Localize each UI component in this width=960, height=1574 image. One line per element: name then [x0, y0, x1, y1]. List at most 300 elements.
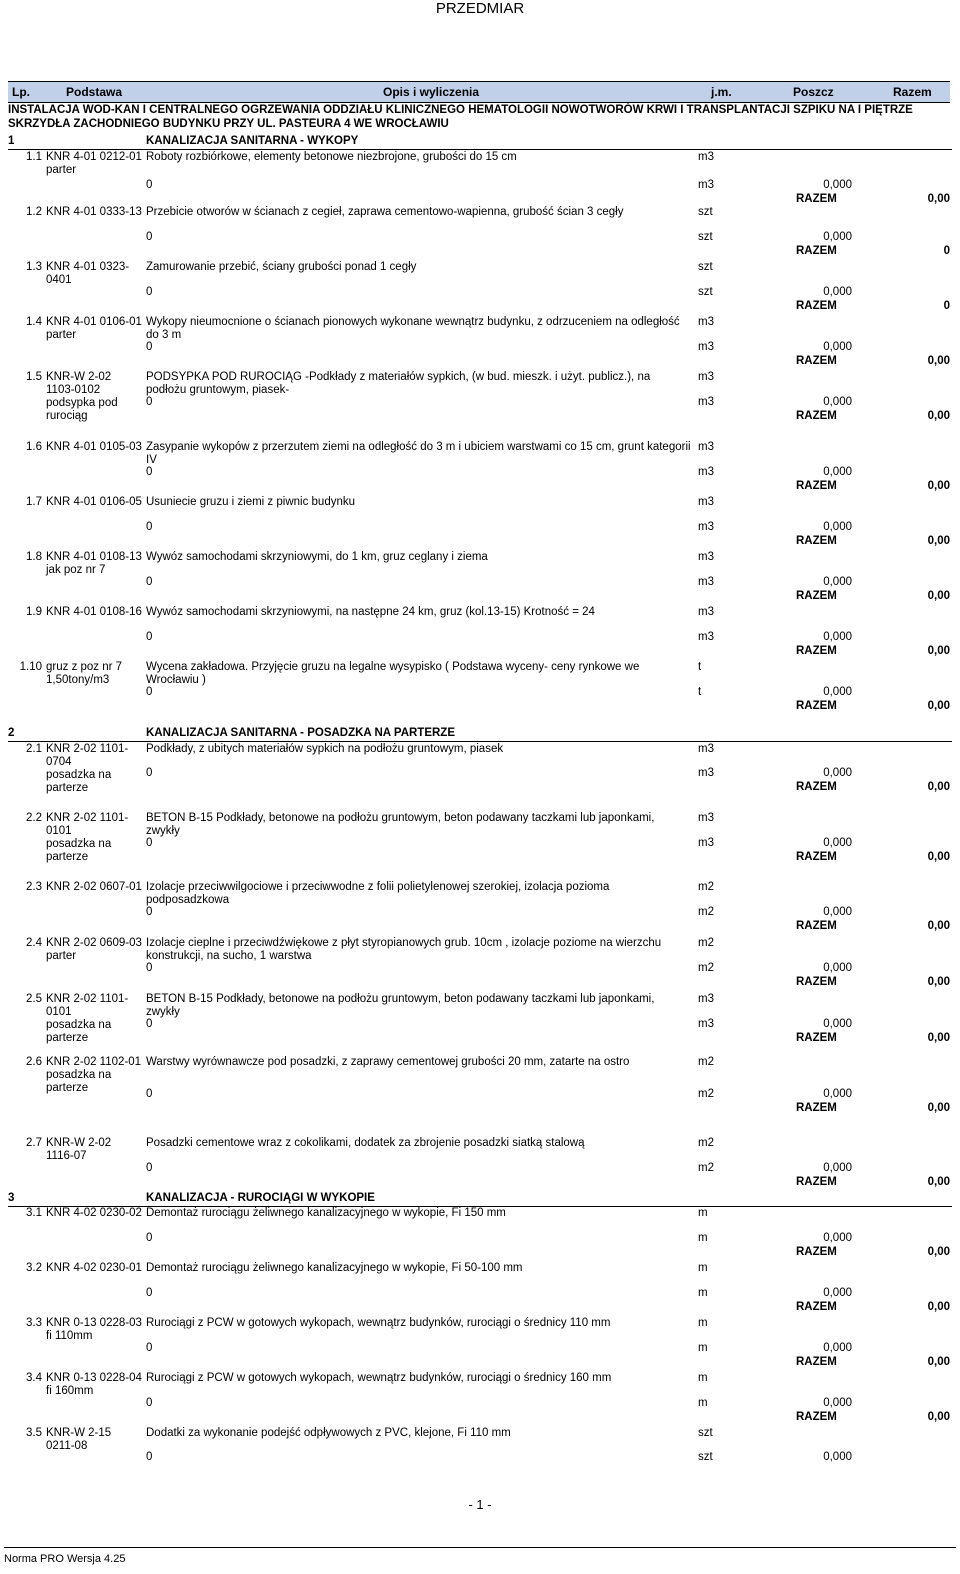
razem-value: 0,00 [927, 920, 950, 932]
item-quantity-line [146, 906, 952, 919]
item-number: 1.7 [26, 496, 42, 508]
item-quantity-value: 0,000 [823, 767, 852, 779]
item-number: 1.9 [26, 606, 42, 618]
item-quantity-expression: 0 [146, 962, 153, 974]
item-basis [46, 316, 142, 342]
item-basis [46, 551, 142, 577]
item-quantity-expression: 0 [146, 1451, 153, 1463]
item-basis-note: fi 110mm [46, 1330, 93, 1342]
razem-value: 0,00 [927, 535, 950, 547]
item-unit: szt [698, 1427, 713, 1439]
section-row [8, 134, 952, 149]
item-basis [46, 993, 142, 1045]
table-row [8, 604, 952, 659]
item-razem [778, 535, 952, 548]
item-quantity-expression: 0 [146, 1342, 153, 1354]
header-jm: j.m. [711, 85, 732, 99]
item-description: Demontaż rurociągu żeliwnego kanalizacyjnego w wykopie, Fi 50-100 mm [146, 1262, 523, 1274]
item-quantity-line [146, 1018, 952, 1031]
item-basis [46, 1137, 142, 1163]
item-quantity-line [146, 576, 952, 589]
item-quantity-line [146, 179, 952, 192]
footer-text: Norma PRO Wersja 4.25 [4, 1553, 126, 1565]
item-quantity-line [146, 466, 952, 479]
item-quantity-unit: m2 [698, 906, 714, 918]
item-description: Roboty rozbiórkowe, elementy betonowe niezbrojone, grubości do 15 cm [146, 151, 517, 163]
item-basis [46, 937, 142, 963]
item-unit: m2 [698, 881, 714, 893]
item-number: 3.2 [26, 1262, 42, 1274]
section-row [8, 1191, 952, 1206]
item-unit: t [698, 661, 702, 673]
item-number: 1.1 [26, 151, 42, 163]
item-quantity-unit: szt [698, 286, 713, 298]
table-row [8, 1054, 952, 1135]
item-basis-code: KNR-W 2-02 1116-07 [46, 1137, 112, 1162]
item-description: Zamurowanie przebić, ściany grubości ponad 1 cegły [146, 261, 417, 273]
item-quantity-line [146, 521, 952, 534]
item-number: 2.4 [26, 937, 42, 949]
razem-label: RAZEM [796, 1246, 837, 1258]
item-razem [778, 1301, 952, 1314]
item-basis-code: KNR 4-01 0106-01 [46, 316, 142, 328]
item-razem [778, 300, 952, 313]
razem-label: RAZEM [796, 1301, 837, 1313]
item-basis-code: KNR 2-02 1101-0101 [46, 993, 129, 1018]
razem-value: 0,00 [927, 1032, 950, 1044]
item-unit: m3 [698, 551, 714, 563]
item-basis [46, 151, 142, 177]
razem-label: RAZEM [796, 535, 837, 547]
item-number: 1.2 [26, 206, 42, 218]
item-quantity-expression: 0 [146, 767, 153, 779]
item-unit: m3 [698, 812, 714, 824]
table-header [8, 81, 950, 103]
item-basis-note: posadzka na parterze [46, 769, 112, 794]
item-quantity-expression: 0 [146, 631, 153, 643]
item-unit: m [698, 1317, 708, 1329]
item-quantity-line [146, 1232, 952, 1245]
table-row [8, 259, 952, 314]
item-basis [46, 606, 142, 619]
document-title: PRZEDMIAR [435, 0, 525, 17]
item-quantity-value: 0,000 [823, 1342, 852, 1354]
razem-value: 0,00 [927, 700, 950, 712]
item-unit: m3 [698, 371, 714, 383]
item-quantity-line [146, 962, 952, 975]
item-quantity-unit: m3 [698, 521, 714, 533]
item-razem [778, 590, 952, 603]
item-quantity-expression: 0 [146, 396, 153, 408]
header-poszcz: Poszcz [793, 85, 834, 99]
table-row [8, 991, 952, 1054]
item-quantity-unit: m [698, 1342, 708, 1354]
razem-value: 0,00 [927, 1102, 950, 1114]
item-basis-code: KNR 2-02 1101-0704 [46, 743, 129, 768]
item-unit: m [698, 1262, 708, 1274]
item-quantity-unit: m3 [698, 179, 714, 191]
item-description: Rurociągi z PCW w gotowych wykopach, wewnątrz budynków, rurociągi o średnicy 160 mm [146, 1372, 612, 1384]
table-row [8, 1135, 952, 1191]
table-row [8, 1425, 952, 1465]
item-number: 2.3 [26, 881, 42, 893]
razem-value: 0,00 [927, 410, 950, 422]
item-quantity-line [146, 1342, 952, 1355]
item-quantity-unit: m3 [698, 396, 714, 408]
razem-label: RAZEM [796, 245, 837, 257]
item-basis-code: KNR-W 2-02 1103-0102 [46, 371, 112, 396]
item-razem [778, 1032, 952, 1045]
item-quantity-unit: m3 [698, 466, 714, 478]
item-basis [46, 743, 142, 795]
item-razem [778, 355, 952, 368]
item-number: 2.5 [26, 993, 42, 1005]
item-unit: m3 [698, 993, 714, 1005]
table-row [8, 1205, 952, 1260]
item-quantity-value: 0,000 [823, 1088, 852, 1100]
section-title: KANALIZACJA SANITARNA - POSADZKA NA PARTERZE [146, 727, 456, 739]
item-number: 2.2 [26, 812, 42, 824]
item-quantity-value: 0,000 [823, 521, 852, 533]
item-basis-note: posadzka na parterze [46, 838, 112, 863]
table-row [8, 149, 952, 204]
razem-label: RAZEM [796, 410, 837, 422]
razem-label: RAZEM [796, 1032, 837, 1044]
item-basis-note: gruz z poz nr 7 1,50tony/m3 [46, 661, 123, 686]
header-opis: Opis i wyliczenia [383, 85, 480, 99]
razem-value: 0 [943, 245, 950, 257]
razem-label: RAZEM [796, 1102, 837, 1114]
item-description: BETON B-15 Podkłady, betonowe na podłożu gruntowym, beton podawany taczkami lub japonkami, zwykły [146, 993, 655, 1018]
item-unit: m2 [698, 937, 714, 949]
item-description: Wykopy nieumocnione o ścianach pionowych wykonane wewnątrz budynku, z odrzuceniem na odległość do 3 m [146, 316, 680, 341]
item-number: 3.5 [26, 1427, 42, 1439]
item-quantity-expression: 0 [146, 1232, 153, 1244]
item-basis [46, 661, 142, 687]
item-quantity-value: 0,000 [823, 231, 852, 243]
item-quantity-line [146, 1451, 952, 1464]
item-quantity-unit: m [698, 1287, 708, 1299]
razem-label: RAZEM [796, 193, 837, 205]
item-basis-code: KNR 4-01 0108-13 [46, 551, 142, 563]
item-unit: m3 [698, 151, 714, 163]
item-quantity-value: 0,000 [823, 396, 852, 408]
item-unit: szt [698, 261, 713, 273]
item-unit: m [698, 1372, 708, 1384]
table-row [8, 879, 952, 935]
item-quantity-line [146, 231, 952, 244]
razem-value: 0 [943, 300, 950, 312]
item-unit: m3 [698, 316, 714, 328]
razem-label: RAZEM [796, 851, 837, 863]
item-quantity-expression: 0 [146, 231, 153, 243]
item-basis-note: fi 160mm [46, 1385, 94, 1397]
item-quantity-value: 0,000 [823, 837, 852, 849]
item-basis [46, 1317, 142, 1343]
item-quantity-value: 0,000 [823, 576, 852, 588]
razem-label: RAZEM [796, 920, 837, 932]
item-number: 3.3 [26, 1317, 42, 1329]
razem-value: 0,00 [927, 1246, 950, 1258]
item-number: 2.1 [26, 743, 42, 755]
razem-value: 0,00 [927, 851, 950, 863]
item-basis-code: KNR 4-01 0105-03 [46, 441, 142, 453]
item-quantity-expression: 0 [146, 837, 153, 849]
item-quantity-unit: m2 [698, 1162, 714, 1174]
razem-label: RAZEM [796, 645, 837, 657]
item-basis [46, 371, 142, 423]
item-quantity-expression: 0 [146, 1088, 153, 1100]
razem-value: 0,00 [927, 1411, 950, 1423]
item-number: 1.10 [19, 661, 42, 673]
razem-label: RAZEM [796, 355, 837, 367]
table-row [8, 204, 952, 259]
table-row [8, 935, 952, 991]
item-quantity-unit: m [698, 1397, 708, 1409]
item-basis-note: jak poz nr 7 [46, 564, 106, 576]
item-number: 2.7 [26, 1137, 42, 1149]
item-quantity-unit: m3 [698, 767, 714, 779]
item-basis [46, 1427, 142, 1453]
item-description: Izolacje cieplne i przeciwdźwiękowe z płyt styropianowych grub. 10cm , izolacje poziome na wierzchu konstrukcji, na sucho, 1 warstwa [146, 937, 662, 962]
item-number: 3.1 [26, 1207, 42, 1219]
item-quantity-unit: m3 [698, 1018, 714, 1030]
item-quantity-unit: szt [698, 1451, 713, 1463]
item-quantity-unit: m2 [698, 1088, 714, 1100]
item-razem [778, 480, 952, 493]
item-basis-code: KNR 4-01 0108-16 [46, 606, 142, 618]
item-basis-code: KNR 0-13 0228-04 [46, 1372, 142, 1384]
item-basis-code: KNR 2-02 0607-01 [46, 881, 142, 893]
item-razem [778, 1246, 952, 1259]
item-basis-code: KNR 4-01 0212-01 [46, 151, 142, 163]
item-description: Zasypanie wykopów z przerzutem ziemi na odległość do 3 m i ubiciem warstwami co 15 cm, grunt kategorii IV [146, 441, 691, 466]
item-razem [778, 410, 952, 423]
item-quantity-line [146, 1088, 952, 1101]
item-quantity-line [146, 1162, 952, 1175]
razem-label: RAZEM [796, 300, 837, 312]
section-title: KANALIZACJA SANITARNA - WYKOPY [146, 135, 359, 147]
item-basis-note: parter [46, 164, 77, 176]
item-quantity-value: 0,000 [823, 1232, 852, 1244]
item-basis-note: posadzka na parterze [46, 1069, 112, 1094]
item-quantity-expression: 0 [146, 466, 153, 478]
item-quantity-line [146, 1397, 952, 1410]
item-basis [46, 206, 142, 219]
item-quantity-expression: 0 [146, 1162, 153, 1174]
table-row [8, 439, 952, 494]
item-number: 3.4 [26, 1372, 42, 1384]
item-basis-code: KNR 4-02 0230-01 [46, 1262, 142, 1274]
item-quantity-value: 0,000 [823, 341, 852, 353]
item-quantity-line [146, 767, 952, 780]
item-description: Dodatki za wykonanie podejść odpływowych z PVC, klejone, Fi 110 mm [146, 1427, 511, 1439]
item-description: BETON B-15 Podkłady, betonowe na podłożu gruntowym, beton podawany taczkami lub japonkami, zwykły [146, 812, 655, 837]
item-basis [46, 1056, 142, 1095]
header-razem: Razem [893, 85, 932, 99]
item-quantity-value: 0,000 [823, 1018, 852, 1030]
item-description: Izolacje przeciwwilgociowe i przeciwwodne z folii polietylenowej szerokiej, izolacja pozioma podposadzkowa [146, 881, 610, 906]
item-description: Podkłady, z ubitych materiałów sypkich na podłożu gruntowym, piasek [146, 743, 504, 755]
item-unit: m3 [698, 743, 714, 755]
item-quantity-expression: 0 [146, 906, 153, 918]
item-basis [46, 1262, 142, 1275]
item-quantity-value: 0,000 [823, 286, 852, 298]
item-quantity-expression: 0 [146, 686, 153, 698]
item-basis [46, 812, 142, 864]
table-row [8, 494, 952, 549]
item-description: Warstwy wyrównawcze pod posadzki, z zaprawy cementowej grubości 20 mm, zatarte na ostro [146, 1056, 630, 1068]
item-quantity-line [146, 286, 952, 299]
item-quantity-value: 0,000 [823, 686, 852, 698]
table-row [8, 659, 952, 726]
item-quantity-value: 0,000 [823, 466, 852, 478]
item-quantity-expression: 0 [146, 179, 153, 191]
item-basis-code: KNR-W 2-15 0211-08 [46, 1427, 112, 1452]
item-description: Posadzki cementowe wraz z cokolikami, dodatek za zbrojenie posadzki siatką stalową [146, 1137, 585, 1149]
table-row [8, 810, 952, 879]
item-quantity-value: 0,000 [823, 179, 852, 191]
item-unit: m3 [698, 606, 714, 618]
item-unit: szt [698, 206, 713, 218]
razem-label: RAZEM [796, 1411, 837, 1423]
item-basis-code: KNR 2-02 1101-0101 [46, 812, 129, 837]
item-razem [778, 920, 952, 933]
table-row [8, 549, 952, 604]
razem-value: 0,00 [927, 781, 950, 793]
item-unit: m2 [698, 1056, 714, 1068]
item-description: Usuniecie gruzu i ziemi z piwnic budynku [146, 496, 356, 508]
item-basis-code: KNR 4-01 0333-13 [46, 206, 142, 218]
item-basis-code: KNR 4-02 0230-02 [46, 1207, 142, 1219]
item-unit: m [698, 1207, 708, 1219]
table-row [8, 1260, 952, 1315]
item-quantity-expression: 0 [146, 521, 153, 533]
item-basis [46, 261, 142, 287]
item-quantity-line [146, 631, 952, 644]
table-row [8, 1315, 952, 1370]
item-razem [778, 1102, 952, 1115]
item-unit: m3 [698, 441, 714, 453]
item-razem [778, 781, 952, 794]
razem-value: 0,00 [927, 480, 950, 492]
razem-label: RAZEM [796, 976, 837, 988]
item-basis-code: KNR 0-13 0228-03 [46, 1317, 142, 1329]
item-basis [46, 1207, 142, 1220]
table-row [8, 314, 952, 369]
item-quantity-value: 0,000 [823, 962, 852, 974]
item-number: 1.3 [26, 261, 42, 273]
header-podstawa: Podstawa [66, 85, 123, 99]
razem-value: 0,00 [927, 976, 950, 988]
razem-value: 0,00 [927, 1301, 950, 1313]
item-number: 1.4 [26, 316, 42, 328]
item-razem [778, 700, 952, 713]
item-quantity-unit: m2 [698, 962, 714, 974]
item-unit: m2 [698, 1137, 714, 1149]
item-quantity-value: 0,000 [823, 631, 852, 643]
item-basis-code: KNR 2-02 1102-01 [46, 1056, 142, 1068]
item-description: Wycena zakładowa. Przyjęcie gruzu na legalne wysypisko ( Podstawa wyceny- ceny rynkowe we Wrocławiu ) [146, 661, 640, 686]
item-quantity-unit: m3 [698, 576, 714, 588]
item-quantity-value: 0,000 [823, 1162, 852, 1174]
item-basis-note: posadzka na parterze [46, 1019, 112, 1044]
item-quantity-unit: szt [698, 231, 713, 243]
item-basis [46, 881, 142, 894]
item-razem [778, 976, 952, 989]
razem-value: 0,00 [927, 590, 950, 602]
razem-label: RAZEM [796, 700, 837, 712]
item-basis [46, 1372, 142, 1398]
item-unit: m3 [698, 496, 714, 508]
item-razem [778, 1356, 952, 1369]
item-basis-note: podsypka pod rurociąg [46, 397, 118, 422]
item-basis [46, 441, 142, 454]
razem-value: 0,00 [927, 355, 950, 367]
razem-label: RAZEM [796, 1356, 837, 1368]
item-basis-code: KNR 4-01 0106-05 [46, 496, 142, 508]
item-basis [46, 496, 142, 509]
page-number: - 1 - [468, 1497, 492, 1512]
razem-label: RAZEM [796, 781, 837, 793]
item-quantity-expression: 0 [146, 1397, 153, 1409]
razem-value: 0,00 [927, 193, 950, 205]
item-quantity-value: 0,000 [823, 906, 852, 918]
item-description: Demontaż rurociągu żeliwnego kanalizacyjnego w wykopie, Fi 150 mm [146, 1207, 506, 1219]
section-row [8, 726, 952, 741]
item-quantity-expression: 0 [146, 286, 153, 298]
table-row [8, 369, 952, 439]
project-title: INSTALACJA WOD-KAN I CENTRALNEGO OGRZEWANIA ODDZIAŁU KLINICZNEGO HEMATOLOGII NOWOTWORÓW KRWI I TRANSPLANTACJI SZPIKU NA I PIĘTRZE SKRZYDŁA ZACHODNIEGO BUDYNKU PRZY UL. PASTEURA 4 WE WROCŁAWIU [8, 104, 913, 130]
item-quantity-line [146, 837, 952, 850]
item-quantity-line [146, 341, 952, 354]
item-basis-code: KNR 4-01 0323-0401 [46, 261, 130, 286]
item-number: 1.6 [26, 441, 42, 453]
item-number: 1.5 [26, 371, 42, 383]
item-basis-note: parter [46, 329, 77, 341]
razem-value: 0,00 [927, 645, 950, 657]
item-number: 1.8 [26, 551, 42, 563]
section-number: 2 [8, 727, 15, 739]
razem-label: RAZEM [796, 1176, 837, 1188]
item-quantity-value: 0,000 [823, 1451, 852, 1463]
item-quantity-line [146, 396, 952, 409]
section-number: 3 [8, 1192, 15, 1204]
razem-label: RAZEM [796, 480, 837, 492]
item-razem [778, 851, 952, 864]
section-number: 1 [8, 135, 15, 147]
razem-value: 0,00 [927, 1176, 950, 1188]
razem-label: RAZEM [796, 590, 837, 602]
item-razem [778, 1411, 952, 1424]
razem-value: 0,00 [927, 1356, 950, 1368]
item-quantity-line [146, 686, 952, 699]
item-quantity-expression: 0 [146, 1287, 153, 1299]
item-number: 2.6 [26, 1056, 42, 1068]
item-description: Rurociągi z PCW w gotowych wykopach, wewnątrz budynków, rurociągi o średnicy 110 mm [146, 1317, 611, 1329]
item-razem [778, 645, 952, 658]
item-quantity-unit: m3 [698, 837, 714, 849]
item-description: Wywóz samochodami skrzyniowymi, do 1 km, gruz ceglany i ziema [146, 551, 488, 563]
footer-divider [4, 1547, 956, 1548]
item-quantity-expression: 0 [146, 1018, 153, 1030]
section-title: KANALIZACJA - RUROCIĄGI W WYKOPIE [146, 1192, 375, 1204]
item-quantity-unit: m [698, 1232, 708, 1244]
item-quantity-line [146, 1287, 952, 1300]
item-description: Wywóz samochodami skrzyniowymi, na następne 24 km, gruz (kol.13-15) Krotność = 24 [146, 606, 595, 618]
item-description: Przebicie otworów w ścianach z cegieł, zaprawa cementowo-wapienna, grubość ścian 3 cegły [146, 206, 624, 218]
item-basis-note: parter [46, 950, 77, 962]
